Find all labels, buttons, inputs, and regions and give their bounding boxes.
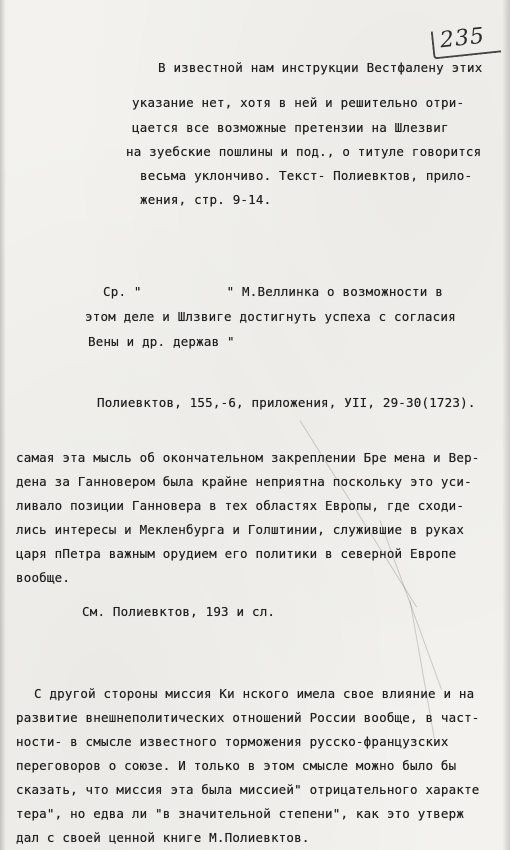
text-line: ности- в смысле известного торможения русско-французских xyxy=(16,734,449,749)
text-line: С другой стороны миссия Ки нского имела свое влияние и на xyxy=(34,686,475,701)
text-line: указание нет, хотя в ней и решительно отри- xyxy=(132,95,465,110)
text-line: Полиевктов, 155,-6, приложения, УII, 29-30(1723). xyxy=(97,395,476,410)
page-left-edge-shadow xyxy=(0,0,6,850)
text-line: Ср. " " М.Веллинка о возможности в xyxy=(103,284,443,299)
text-line: лись интересы и Мекленбурга и Голштинии, служившие в руках xyxy=(16,522,465,537)
text-line: жения, стр. 9-14. xyxy=(140,192,272,207)
text-line: дал с своей ценной книге М.Полиевктов. xyxy=(16,830,310,845)
page-number: 235 xyxy=(438,23,487,54)
text-line: весьма уклончиво. Текст- Полиевктов, прило- xyxy=(140,168,473,183)
paper-crease xyxy=(300,420,417,607)
text-line: самая эта мысль об окончательном закреплении Бре мена и Вер- xyxy=(16,450,480,465)
text-line: вообще. xyxy=(16,570,71,585)
text-line: Вены и др. держав " xyxy=(88,334,235,349)
text-line: сказать, что миссия эта была миссией" отрицательного характе xyxy=(16,782,480,797)
text-line: тера", но едва ли "в значительной степени", как это утверж xyxy=(16,806,465,821)
text-line: на зуебские пошлины и под., о титуле говорится xyxy=(126,144,482,159)
text-line: переговоров о союзе. И только в этом смысле можно было бы xyxy=(16,758,457,773)
text-line: царя пПетра важным орудием его политики в северной Европе xyxy=(16,546,457,561)
text-line: См. Полиевктов, 193 и сл. xyxy=(82,604,276,619)
text-line: этом деле и Шлзвиге достигнуть успеха с согласия xyxy=(85,309,456,324)
text-line: цается все возможные претензии на Шлезвиг xyxy=(132,120,449,135)
text-line: В известной нам инструкции Вестфалену этих xyxy=(158,60,483,75)
text-line: дена за Ганновером была крайне неприятна поскольку это уси- xyxy=(16,474,472,489)
text-line: ливало позиции Ганновера в тех областях Европы, где сходи- xyxy=(16,498,465,513)
page-right-edge-shadow xyxy=(502,0,510,850)
text-line: развитие внешнеполитических отношений России вообще, в част- xyxy=(16,710,480,725)
